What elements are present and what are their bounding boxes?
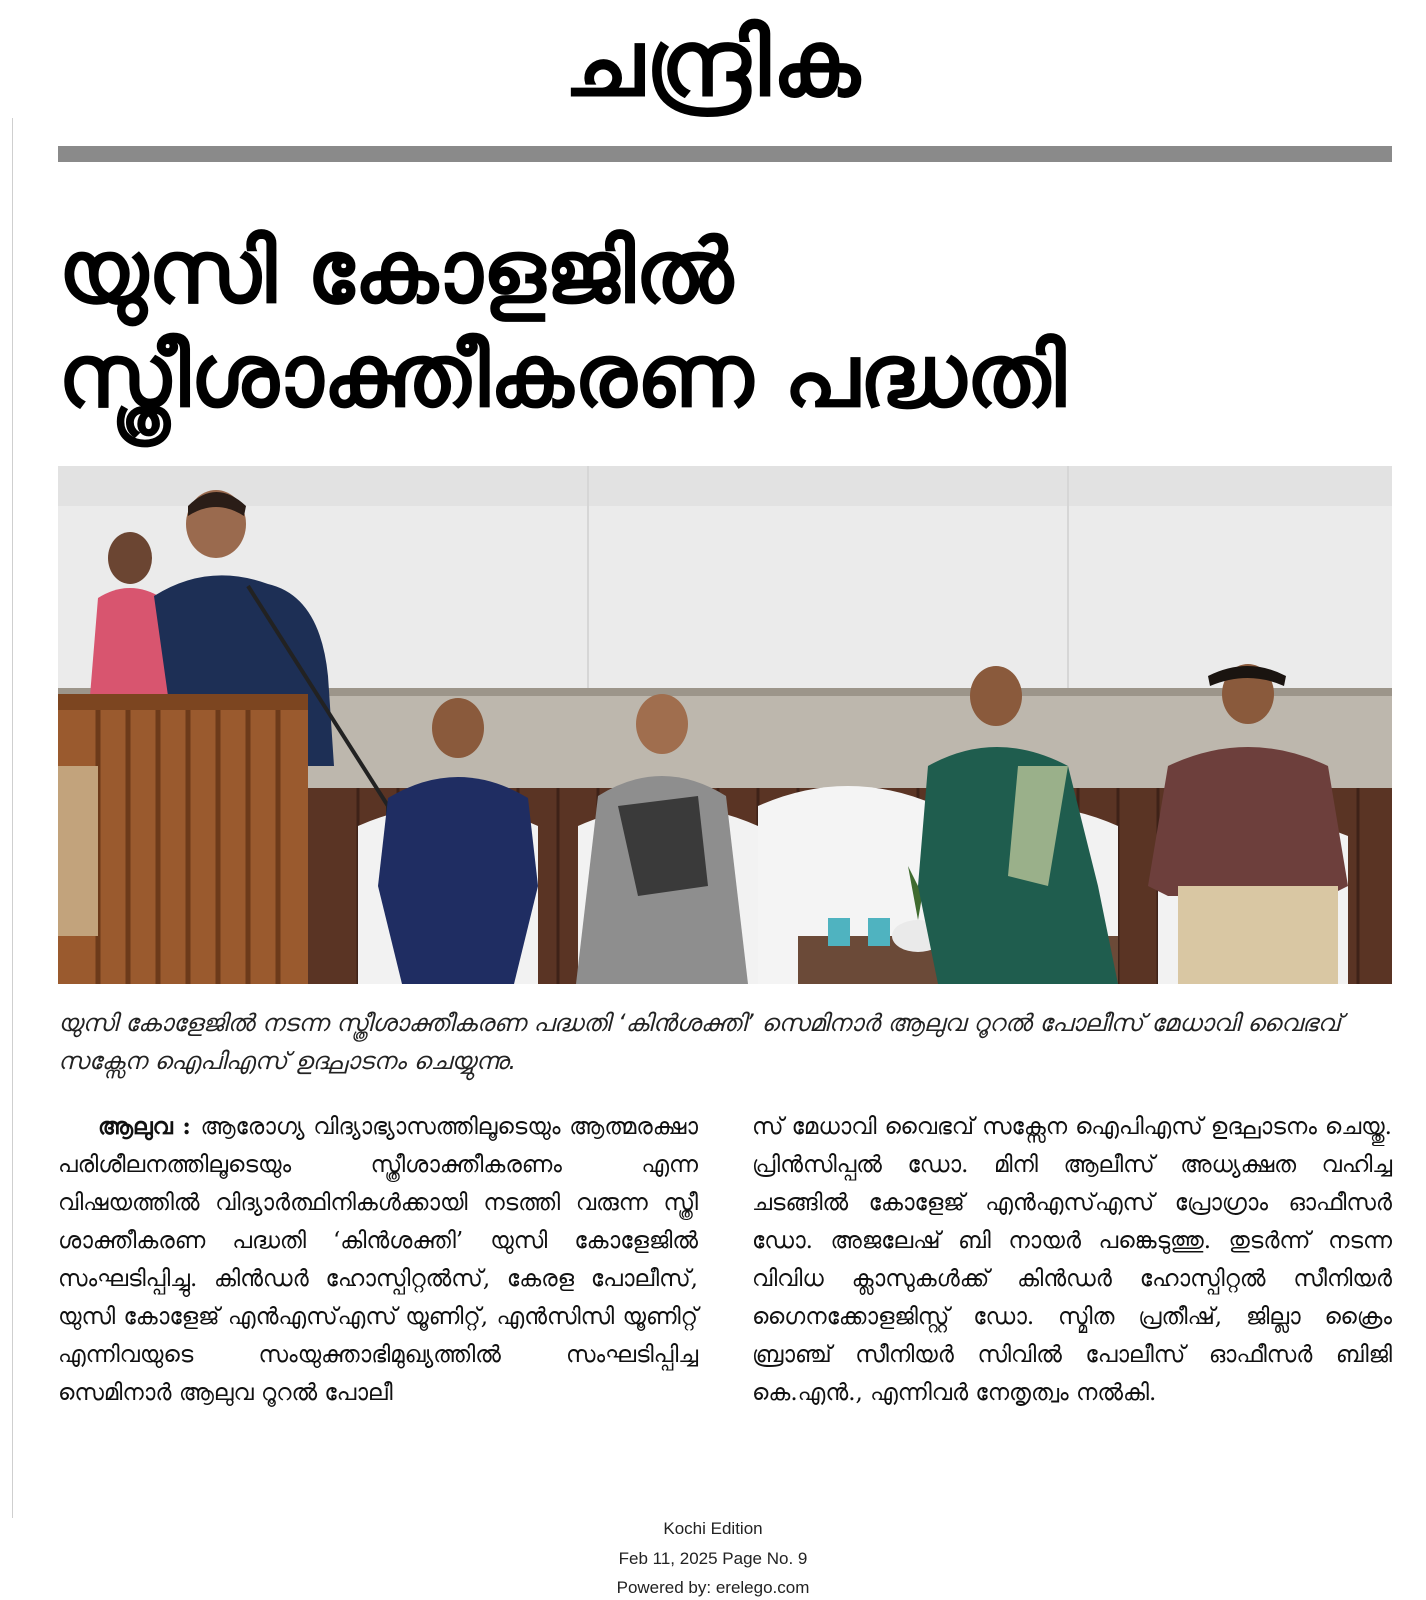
photo-illustration (58, 466, 1392, 984)
article-column-2-text: സ് മേധാവി വൈഭവ് സക്സേന ഐപിഎസ് ഉദ്ഘാടനം ചെയ്തു. പ്രിൻസിപ്പൽ ഡോ. മിനി ആലീസ് അധ്യക്ഷത വഹിച്ച ചടങ്ങിൽ കോളേജ് എൻഎസ്എസ് പ്രോഗ്രാം ഓഫീസർ ഡോ. അജലേഷ് ബി നായർ പങ്കെടുത്തു. തുടർന്ന് നടന്ന വിവിധ ക്ലാസുകൾക്ക് കിൻഡർ ഹോസ്പിറ്റൽ സീനിയർ ഗൈനക്കോളജിസ്റ്റ് ഡോ. സ്മിത പ്രതീഷ്, ജില്ലാ ക്രൈം ബ്രാഞ്ച് സീനിയർ സിവിൽ പോലീസ് ഓഫീസർ ബിജി കെ.എൻ., എന്നിവർ നേതൃത്വം നൽകി. (752, 1114, 1392, 1406)
article-dateline: ആലുവ : (98, 1113, 201, 1140)
footer-powered-by: Powered by: erelego.com (616, 1578, 810, 1597)
headline-line-2: സ്ത്രീശാക്തീകരണ പദ്ധതി (58, 324, 1066, 427)
headline-line-1: യുസി കോളജിൽ (58, 220, 733, 323)
masthead-divider (58, 146, 1392, 162)
article-column-2 (752, 1108, 1392, 1412)
article-headline (58, 220, 1392, 428)
seminar-photo (58, 466, 1392, 984)
footer-date-page: Feb 11, 2025 Page No. 9 (618, 1549, 808, 1568)
footer-edition: Kochi Edition (663, 1519, 763, 1538)
article-column-1-text: ആരോഗ്യ വിദ്യാഭ്യാസത്തിലൂടെയും ആത്മരക്ഷാ പരിശീലനത്തിലൂടെയും സ്ത്രീശാക്തീകരണം എന്ന വിഷയത്തിൽ വിദ്യാർത്ഥിനികൾക്കായി നടത്തി വരുന്ന സ്ത്രീ ശാക്തീകരണ പദ്ധതി ‘കിൻശക്തി’ യുസി കോളേജിൽ സംഘടിപ്പിച്ചു. കിൻഡർ ഹോസ്പിറ്റൽസ്, കേരള പോലീസ്, യുസി കോളേജ് എൻഎസ്എസ് യൂണിറ്റ്, എൻസിസി യൂണിറ്റ് എന്നിവയുടെ സംയുക്താഭിമുഖ്യത്തിൽ സംഘടിപ്പിച്ച സെമിനാർ ആലുവ റൂറൽ പോലീ (58, 1114, 698, 1406)
page-margin-rule (12, 118, 13, 1518)
newspaper-masthead: ചന്ദ്രിക (564, 10, 862, 117)
article-column-1 (58, 1108, 698, 1412)
photo-caption: യുസി കോളേജിൽ നടന്ന സ്ത്രീശാക്തീകരണ പദ്ധതി ‘കിൻശക്തി’ സെമിനാർ ആലുവ റൂറൽ പോലീസ് മേധാവി വൈഭവ് സക്സേന ഐപിഎസ് ഉദ്ഘാടനം ചെയ്യുന്നു. (58, 1009, 1341, 1075)
